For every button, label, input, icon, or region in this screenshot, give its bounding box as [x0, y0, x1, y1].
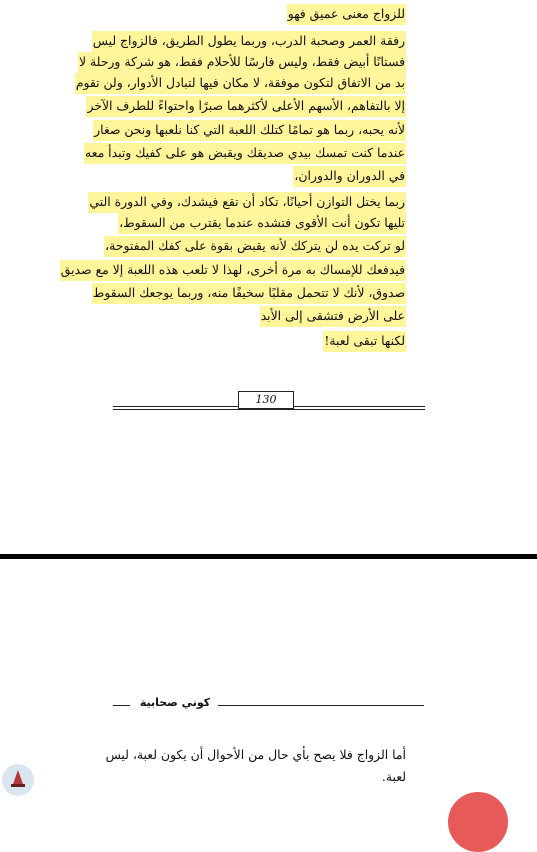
- text-line: صدوق، لأنك لا تتحمل مقلبًا سخيفًا منه، وربما يوجعك السقوط: [92, 283, 406, 304]
- text-line: فستانًا أبيض فقط، وليس فارسًا للأحلام فقط، هو شركة ورحلة لا: [78, 52, 406, 73]
- text-line: لو تركت يده لن يتركك لأنه يقبض بقوة على كفك المفتوحة،: [104, 236, 406, 257]
- text-line: لعبة.: [381, 769, 406, 784]
- text-line: فيدفعك للإمساك به مرة أخرى، لهذا لا تلعب هذه اللعبة إلا مع صديق: [60, 260, 406, 281]
- text-line: على الأرض فتشقى إلى الأبد: [260, 306, 406, 327]
- text-line: في الدوران والدوران،: [293, 166, 406, 187]
- bell-icon: [2, 764, 34, 796]
- text-line: رفقة العمر وصحبة الدرب، وربما يطول الطريق، فالزواج ليس: [92, 31, 406, 52]
- text-line: بد من الاتفاق لتكون موفقة، لا مكان فيها لتبادل الأدوار، ولن تقوم: [75, 73, 406, 94]
- corner-badge[interactable]: [448, 792, 508, 852]
- header-rule-right: [218, 705, 424, 706]
- text-line: لكنها تبقى لعبة!: [323, 331, 406, 352]
- running-header: كوني صحابية: [139, 696, 211, 709]
- text-line: لأنه يحبه، ربما هو تمامًا كتلك اللعبة التي كنا نلعبها ونحن صغار: [93, 120, 406, 141]
- page-number: 130: [238, 391, 294, 409]
- footer-rule-second: [113, 409, 425, 410]
- text-line: عندما كنت تمسك بيدي صديقك ويقبض هو على كفيك وتبدأ معه: [84, 143, 406, 164]
- header-rule-left: [113, 705, 130, 706]
- text-line: أما الزواج فلا يصح بأي حال من الأحوال أن يكون لعبة، ليس: [105, 747, 406, 762]
- reader-app-icon[interactable]: [2, 764, 34, 796]
- text-line: تليها تكون أنت الأقوى فتشده عندما يقترب من السقوط،: [118, 213, 406, 234]
- text-line: ربما يختل التوازن أحيانًا، تكاد أن تقع فيشدك، وفي الدورة التي: [88, 192, 406, 213]
- text-line: إلا بالتفاهم، الأسهم الأعلى لأكثرهما صبرًا واحتواءً للطرف الآخر: [86, 96, 406, 117]
- text-line: للزواج معنى عميق فهو: [287, 4, 406, 25]
